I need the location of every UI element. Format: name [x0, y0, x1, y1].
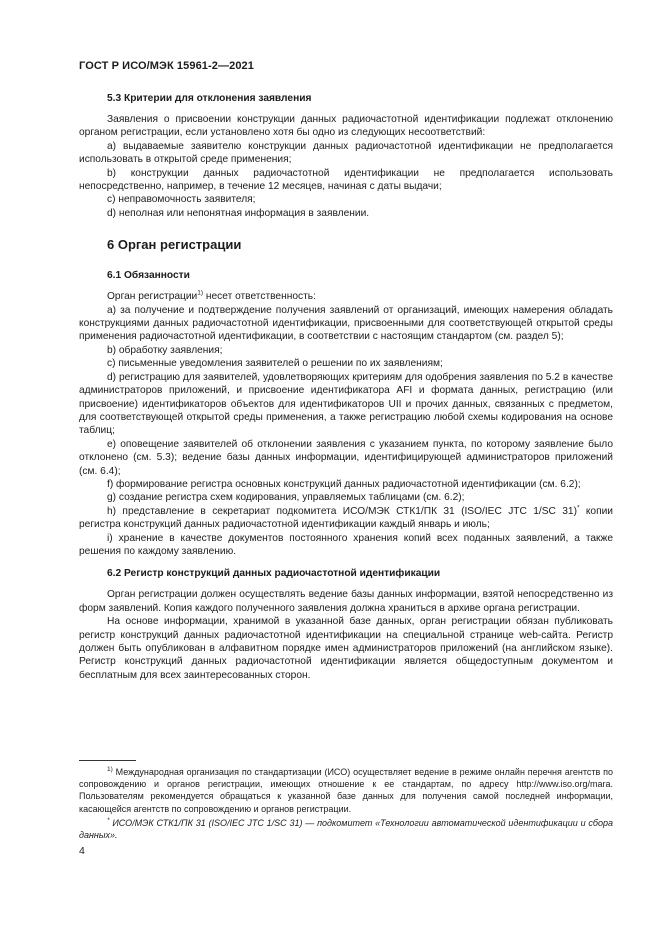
section-5-3-item-d: d) неполная или непонятная информация в заявлении. [107, 207, 370, 219]
section-6-1-intro-b: несет ответственность: [203, 291, 316, 303]
section-6-1-item-d: d) регистрацию для заявителей, удовлетворяющих критериям для одобрения заявления по 5.2 в качестве администраторов приложений, и присвоение идентификатора AFI и формата данных, регистрацию (или присвоение) идентификаторов объектов для идентификаторов UII и прочих данных, связанных с предметом, для соответствующей открытой среды применения, а также регистрацию любой схемы кодирования на основе таблиц; [79, 371, 613, 437]
section-6-1-item-c: c) письменные уведомления заявителей о решении по их заявлениям; [107, 358, 443, 370]
section-6-1-item-i: i) хранение в качестве документов постоянного хранения копий всех поданных заявлений, а также решения по каждому заявлению. [79, 532, 613, 557]
section-6-2-para-1: Орган регистрации должен осуществлять ведение базы данных информации, взятой непосредственно из форм заявлений. Копия каждого полученного заявления должна храниться в архиве органа регистрации. [79, 589, 613, 614]
section-6-1-intro [79, 290, 613, 303]
section-5-3-item-a: a) выдаваемые заявителю конструкции данных радиочастотной идентификации не предполагается использовать в открытой среде применения; [79, 140, 613, 166]
footnote-2 [79, 817, 613, 841]
section-6-1-item-g: g) создание регистра схем кодирования, управляемых таблицами (см. 6.2); [107, 492, 465, 504]
footnote-2-marker: * [107, 816, 110, 824]
footnote-1 [79, 766, 613, 815]
footnote-1-marker: 1) [107, 766, 113, 773]
document-header-id: ГОСТ Р ИСО/МЭК 15961-2—2021 [79, 60, 254, 72]
section-6-1-item-h-b: копии регистра конструкций данных радиочастотной идентификации каждый январь и июль; [79, 505, 613, 531]
section-5-3-item-b: b) конструкции данных радиочастотной идентификации не предполагается использовать непосредственно, например, в течение 12 месяцев, начиная с даты выдачи; [79, 167, 613, 193]
section-5-3-item-c: c) неправомочность заявителя; [107, 194, 256, 206]
footnote-ref-1: 1) [197, 289, 204, 297]
section-6-1-item-e: e) оповещение заявителей об отклонении заявления с указанием пункта, по которому заявление было отклонено (см. 5.3); ведение базы данных информации, идентифицирующей администраторов приложений (см. 6.4); [79, 438, 613, 477]
section-6-title: 6 Орган регистрации [107, 237, 242, 253]
section-6-1-item-h-a: h) представление в секретариат подкомитета ИСО/МЭК СТК1/ПК 31 (ISO/IEC JTC 1/SC 31) [107, 505, 577, 517]
section-6-1-item-h [79, 505, 613, 532]
footnotes [79, 766, 613, 841]
section-6-1-item-b: b) обработку заявления; [107, 344, 223, 356]
section-6-1-item-a: a) за получение и подтверждение получения заявлений от организаций, имеющих намерения обладать конструкциями данных радиочастотной идентификации, присвоенными для соответствующей открытой среды применения радиочастотной идентификации, в соответствии с настоящим стандартом (см. раздел 5); [79, 304, 613, 343]
page-number: 4 [79, 845, 85, 857]
footnote-2-text: ИСО/МЭК СТК1/ПК 31 (ISO/IEC JTC 1/SC 31) — подкомитет «Технологии автоматической идентификации и сбора данных». [79, 817, 613, 841]
footnote-1-text: Международная организация по стандартизации (ИСО) осуществляет ведение в режиме онлайн перечня агентств по сопровождению и органов регистрации, имеющих отношение к ее стандартам, по адресу http://www.iso.org/mara. Пользователям рекомендуется обращаться к указанной базе данных для получения самой последней информации, касающейся агентств по сопровождению и органов регистрации. [79, 767, 613, 814]
section-6-1-item-f: f) формирование регистра основных конструкций данных радиочастотной идентификации (см. 6.2); [107, 478, 581, 490]
section-6-2-para-2: На основе информации, хранимой в указанной базе данных, орган регистрации обязан публиковать регистр конструкций данных радиочастотной идентификации на специальной странице web-сайта. Регистр должен быть опубликован в алфавитном порядке имен администраторов приложений (на английском языке). Регистр конструкций данных радиочастотной идентификации является общедоступным документом и бесплатным для всех заинтересованных сторон. [79, 616, 613, 681]
section-6-1-title: 6.1 Обязанности [107, 270, 190, 282]
section-5-3-title: 5.3 Критерии для отклонения заявления [107, 93, 312, 104]
main-content [79, 92, 613, 682]
footnote-ref-star: * [576, 504, 580, 512]
section-6-1-intro-a: Орган регистрации [107, 291, 198, 303]
section-5-3-intro: Заявления о присвоении конструкции данных радиочастотной идентификации подлежат отклонению органом регистрации, если установлено хотя бы одно из следующих несоответствий: [79, 114, 613, 139]
footnote-divider [79, 760, 136, 761]
section-6-2-title: 6.2 Регистр конструкций данных радиочастотной идентификации [107, 568, 441, 580]
